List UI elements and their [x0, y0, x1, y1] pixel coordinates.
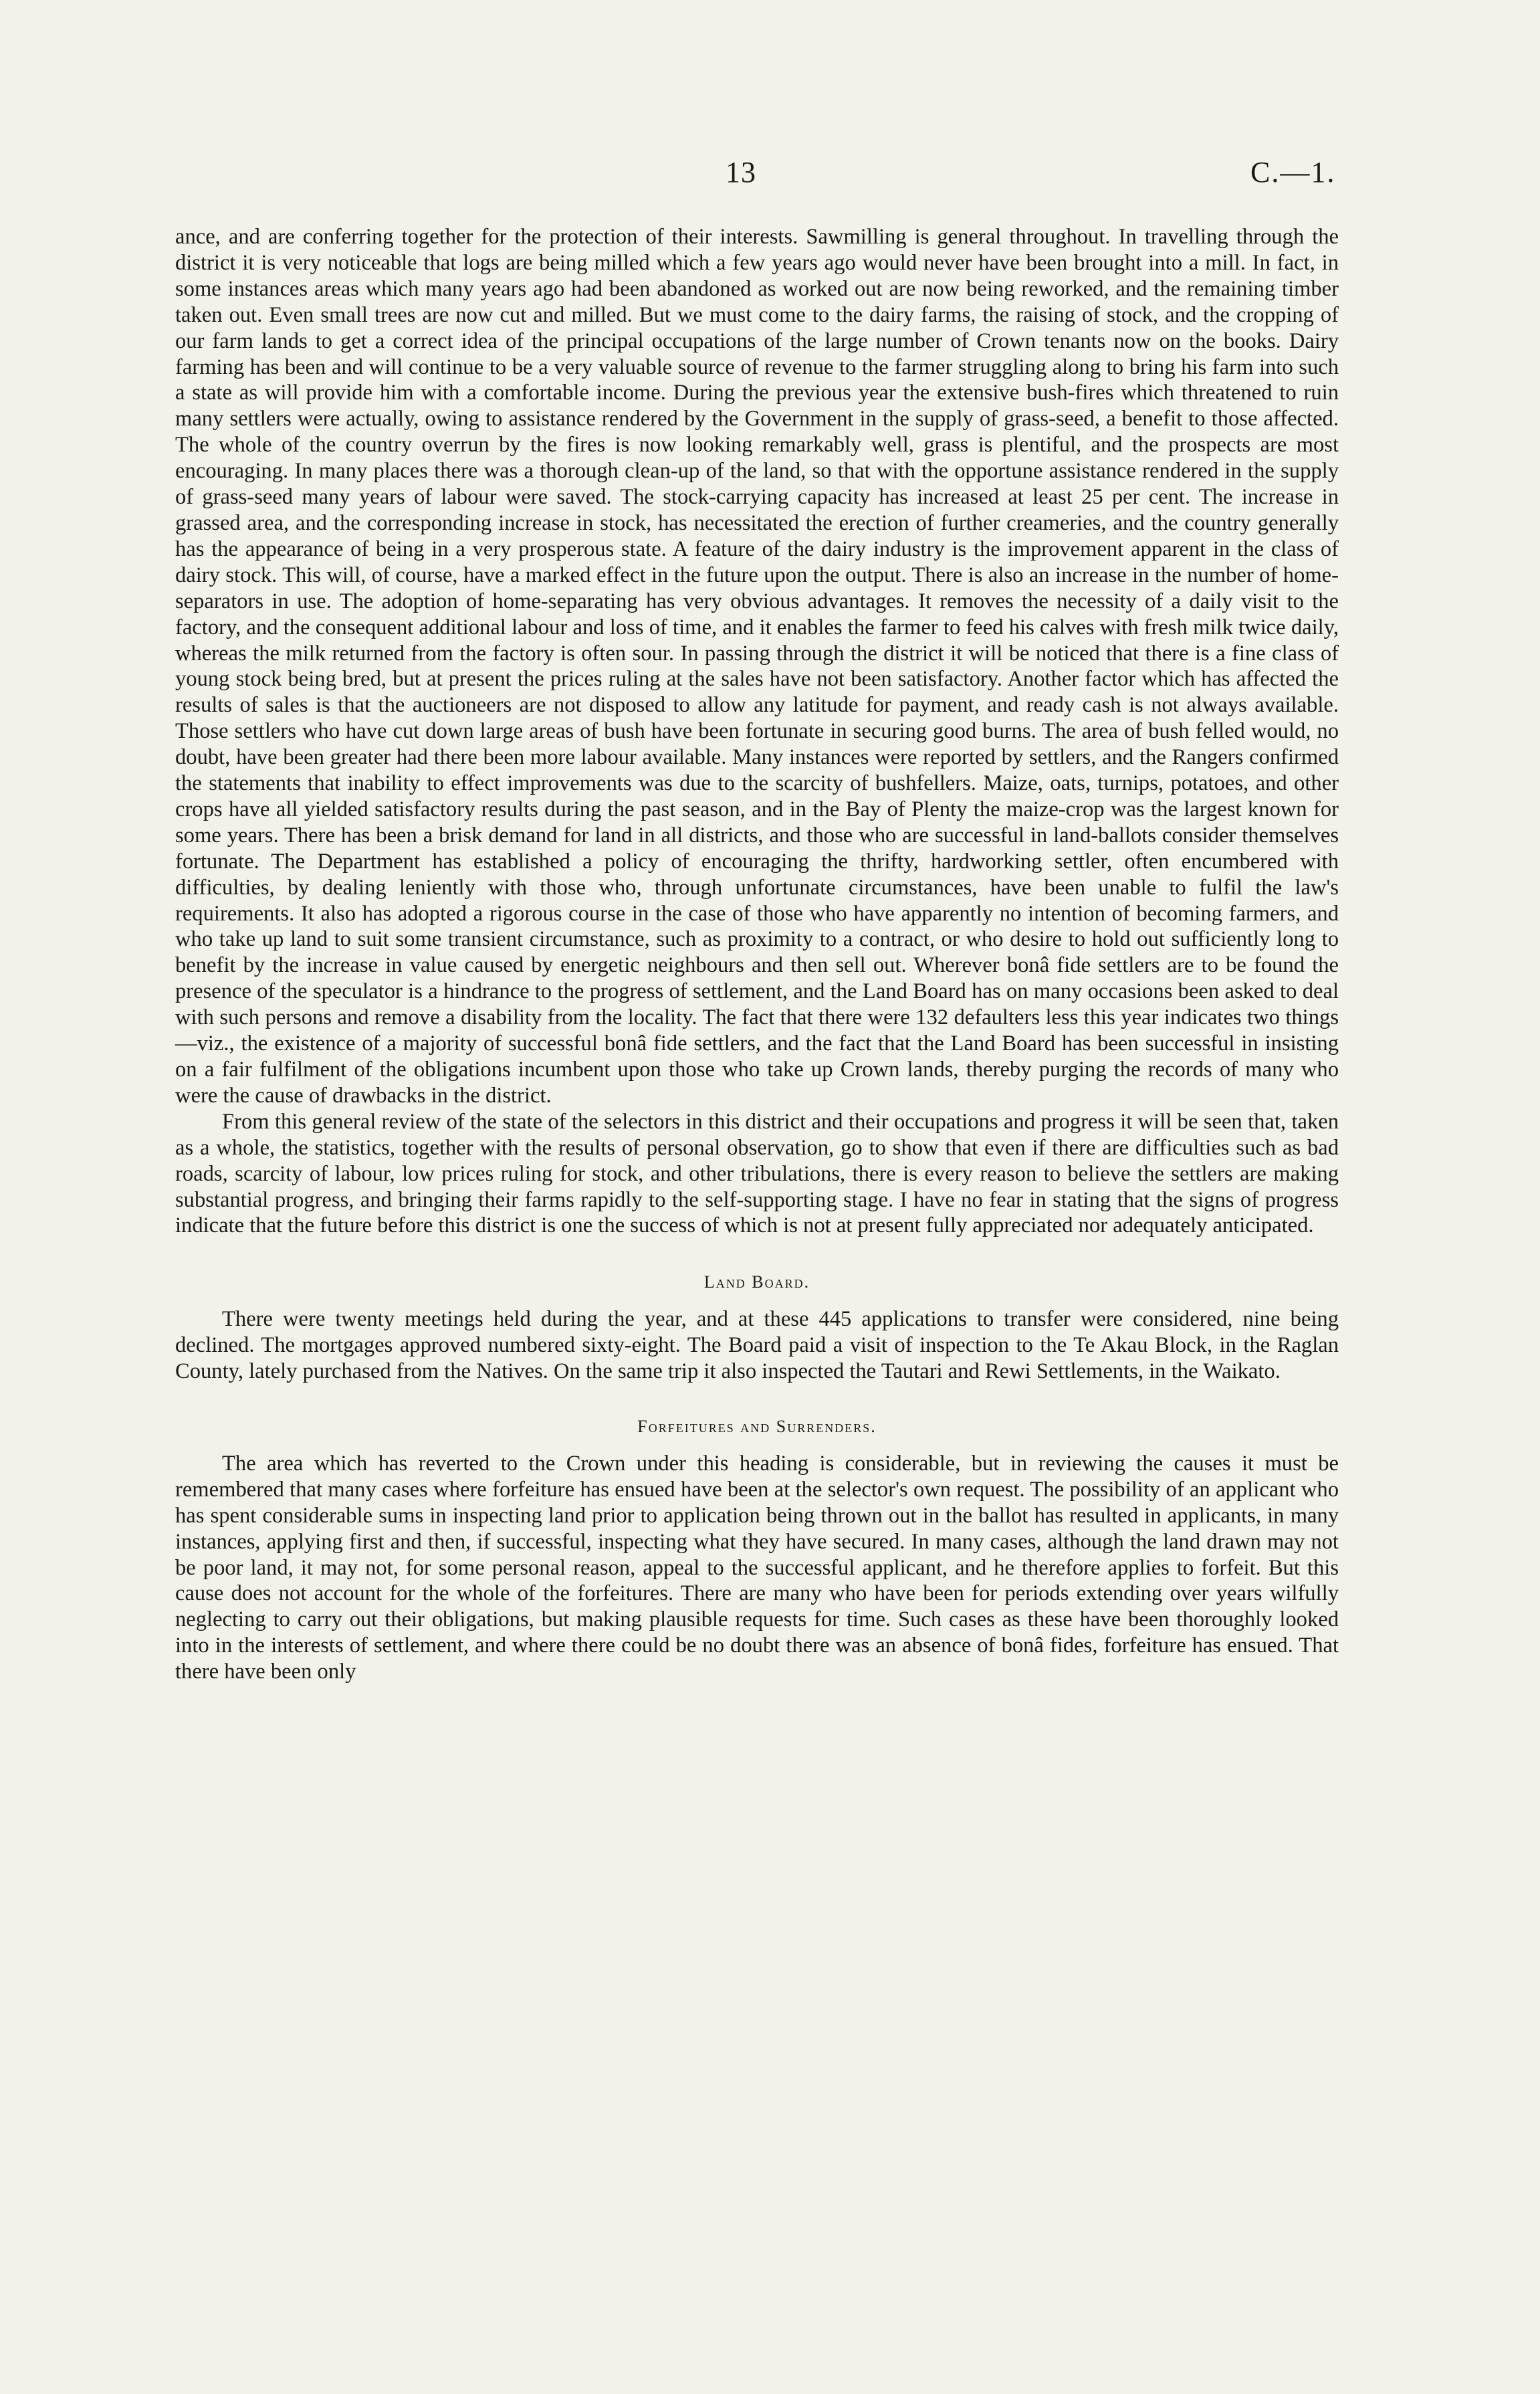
section-heading-forfeitures: Forfeitures and Surrenders.	[637, 1416, 877, 1436]
paragraph-forfeitures: The area which has reverted to the Crown under this heading is considerable, but in reviewing the causes it must be remembered that many cases where forfeiture has ensued have been at the selector's own request. The possibility of an applicant who has spent considerable sums in inspecting land prior to application being thrown out in the ballot has resulted in applicants, in many instances, applying first and then, if successful, inspecting what they have secured. In many cases, although the land drawn may not be poor land, it may not, for some personal reason, appeal to the successful applicant, and he therefore applies to forfeit. But this cause does not account for the whole of the forfeitures. There are many who have been for periods extending over years wilfully neglecting to carry out their obligations, but making plausible requests for time. Such cases as these have been thoroughly looked into in the interests of settlement, and where there could be no doubt there was an absence of bonâ fides, forfeiture has ensued. That there have been only	[175, 1451, 1339, 1684]
document-reference: C.—1.	[1250, 156, 1336, 189]
paragraph-land-board: There were twenty meetings held during the year, and at these 445 applications to transfer were considered, nine being declined. The mortgages approved numbered sixty-eight. The Board paid a visit of inspection to the Te Akau Block, in the Raglan County, lately purchased from the Natives. On the same trip it also inspected the Tautari and Rewi Settlements, in the Waikato.	[175, 1307, 1339, 1384]
section-heading-land-board: Land Board.	[703, 1272, 810, 1292]
page-number: 13	[726, 156, 756, 189]
page-header	[0, 155, 1540, 195]
paragraph-general-review: From this general review of the state of the selectors in this district and their occupations and progress it will be seen that, taken as a whole, the statistics, together with the results of personal observation, go to show that even if there are difficulties such as bad roads, scarcity of labour, low prices ruling for stock, and other tribulations, there is every reason to believe the settlers are making substantial progress, and bringing their farms rapidly to the self-supporting stage. I have no fear in stating that the signs of progress indicate that the future before this district is one the success of which is not at present fully appreciated nor adequately anticipated.	[175, 1109, 1339, 1238]
body-text	[175, 224, 1339, 1685]
paragraph-continued: ance, and are conferring together for the protection of their interests. Sawmilling is general throughout. In travelling through the district it is very noticeable that logs are being milled which a few years ago would never have been brought into a mill. In fact, in some instances areas which many years ago had been abandoned as worked out are now being reworked, and the remaining timber taken out. Even small trees are now cut and milled. But we must come to the dairy farms, the raising of stock, and the cropping of our farm lands to get a correct idea of the principal occupations of the large number of Crown tenants now on the books. Dairy farming has been and will continue to be a very valuable source of revenue to the farmer struggling along to bring his farm into such a state as will provide him with a comfortable income. During the previous year the extensive bush-fires which threatened to ruin many settlers were actually, owing to assistance rendered by the Government in the supply of grass-seed, a benefit to those affected. The whole of the country overrun by the fires is now looking remarkably well, grass is plentiful, and the prospects are most encouraging. In many places there was a thorough clean-up of the land, so that with the opportune assistance rendered in the supply of grass-seed many years of labour were saved. The stock-carrying capacity has increased at least 25 per cent. The increase in grassed area, and the corresponding increase in stock, has necessitated the erection of further creameries, and the country generally has the appearance of being in a very prosperous state. A feature of the dairy industry is the improvement apparent in the class of dairy stock. This will, of course, have a marked effect in the future upon the output. There is also an increase in the number of home-separators in use. The adoption of home-separating has very obvious advantages. It removes the necessity of a daily visit to the factory, and the consequent additional labour and loss of time, and it enables the farmer to feed his calves with fresh milk twice daily, whereas the milk returned from the factory is often sour. In passing through the district it will be noticed that there is a fine class of young stock being bred, but at present the prices ruling at the sales have not been satisfactory. Another factor which has affected the results of sales is that the auctioneers are not disposed to allow any latitude for payment, and ready cash is not always available. Those settlers who have cut down large areas of bush have been fortunate in securing good burns. The area of bush felled would, no doubt, have been greater had there been more labour available. Many instances were reported by settlers, and the Rangers confirmed the statements that inability to effect improvements was due to the scarcity of bushfellers. Maize, oats, turnips, potatoes, and other crops have all yielded satisfactory results during the past season, and in the Bay of Plenty the maize-crop was the largest known for some years. There has been a brisk demand for land in all districts, and those who are successful in land-ballots consider themselves fortunate. The Department has established a policy of encouraging the thrifty, hardworking settler, often encumbered with difficulties, by dealing leniently with those who, through unfortunate circumstances, have been unable to fulfil the law's requirements. It also has adopted a rigorous course in the case of those who have apparently no intention of becoming farmers, and who take up land to suit some transient circumstance, such as proximity to a contract, or who desire to hold out sufficiently long to benefit by the increase in value caused by energetic neighbours and then sell out. Wherever bonâ fide settlers are to be found the presence of the speculator is a hindrance to the progress of settlement, and the Land Board has on many occasions been asked to deal with such persons and remove a disability from the locality. The fact that there were 132 defaulters less this year indicates two things—viz., the existence of a majority of successful bonâ fide settlers, and the fact that the Land Board has been successful in insisting on a fair fulfilment of the obligations incumbent upon those who take up Crown lands, thereby purging the records of many who were the cause of drawbacks in the district.	[175, 225, 1339, 1108]
